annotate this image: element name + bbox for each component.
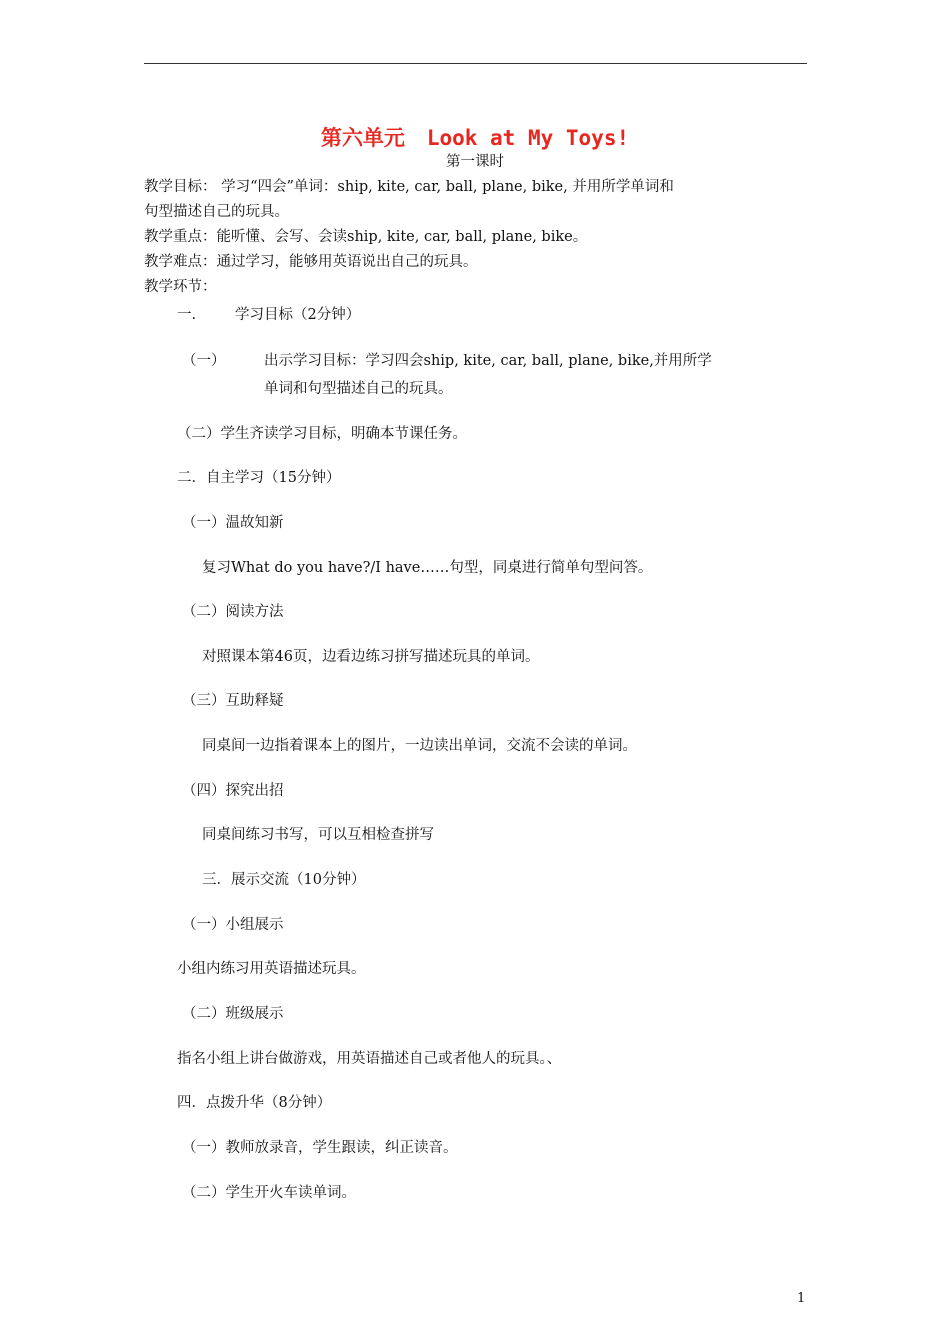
section-3-1: （一）小组展示: [182, 917, 284, 933]
section-3-2-text: 指名小组上讲台做游戏，用英语描述自己或者他人的玩具。、: [177, 1051, 562, 1067]
section-4-2: （二）学生开火车读单词。: [182, 1185, 356, 1201]
section-2-2: （二）阅读方法: [182, 604, 284, 620]
objective-line-1: 教学目标： 学习“四会”单词：ship, kite, car, ball, plane, bike, 并用所学单词和: [144, 179, 674, 195]
section-2-4-text: 同桌间练习书写，可以互相检查拼写: [202, 827, 434, 843]
section-1-number: 一.: [177, 307, 197, 323]
section-1-title: 学习目标（2分钟）: [235, 307, 361, 323]
item-1-line-2: 单词和句型描述自己的玩具。: [264, 381, 453, 397]
item-2: （二）学生齐读学习目标，明确本节课任务。: [177, 426, 467, 442]
key-points-line: 教学重点：能听懂、会写、会读ship, kite, car, ball, plane, bike。: [144, 229, 588, 245]
section-3-1-text: 小组内练习用英语描述玩具。: [177, 961, 366, 977]
section-3-title: 三．展示交流（10分钟）: [202, 872, 366, 888]
difficulties-line: 教学难点：通过学习，能够用英语说出自己的玩具。: [144, 254, 478, 270]
section-2-4: （四）探究出招: [182, 783, 284, 799]
section-2-title: 二．自主学习（15分钟）: [177, 470, 341, 486]
section-3-2: （二）班级展示: [182, 1006, 284, 1022]
section-4-1: （一）教师放录音，学生跟读，纠正读音。: [182, 1140, 458, 1156]
section-4-title: 四．点拨升华（8分钟）: [177, 1095, 332, 1111]
title-chinese: 第六单元: [320, 125, 405, 150]
section-2-2-text: 对照课本第46页，边看边练习拼写描述玩具的单词。: [202, 649, 540, 665]
item-1-label: （一）: [182, 353, 226, 369]
section-2-1-text: 复习What do you have?/I have……句型，同桌进行简单句型问答。: [202, 560, 653, 576]
title-english: Look at My Toys!: [426, 126, 630, 150]
section-2-1: （一）温故知新: [182, 515, 284, 531]
item-1-line-1: 出示学习目标：学习四会ship, kite, car, ball, plane, bike,并用所学: [264, 353, 712, 369]
section-2-3: （三）互助释疑: [182, 693, 284, 709]
document-subtitle: 第一课时: [446, 154, 504, 170]
steps-heading: 教学环节：: [144, 279, 217, 295]
document-title: [0, 124, 950, 152]
header-rule: [144, 63, 807, 64]
page-number: 1: [797, 1291, 806, 1306]
section-2-3-text: 同桌间一边指着课本上的图片，一边读出单词，交流不会读的单词。: [202, 738, 637, 754]
objective-line-2: 句型描述自己的玩具。: [144, 204, 289, 220]
